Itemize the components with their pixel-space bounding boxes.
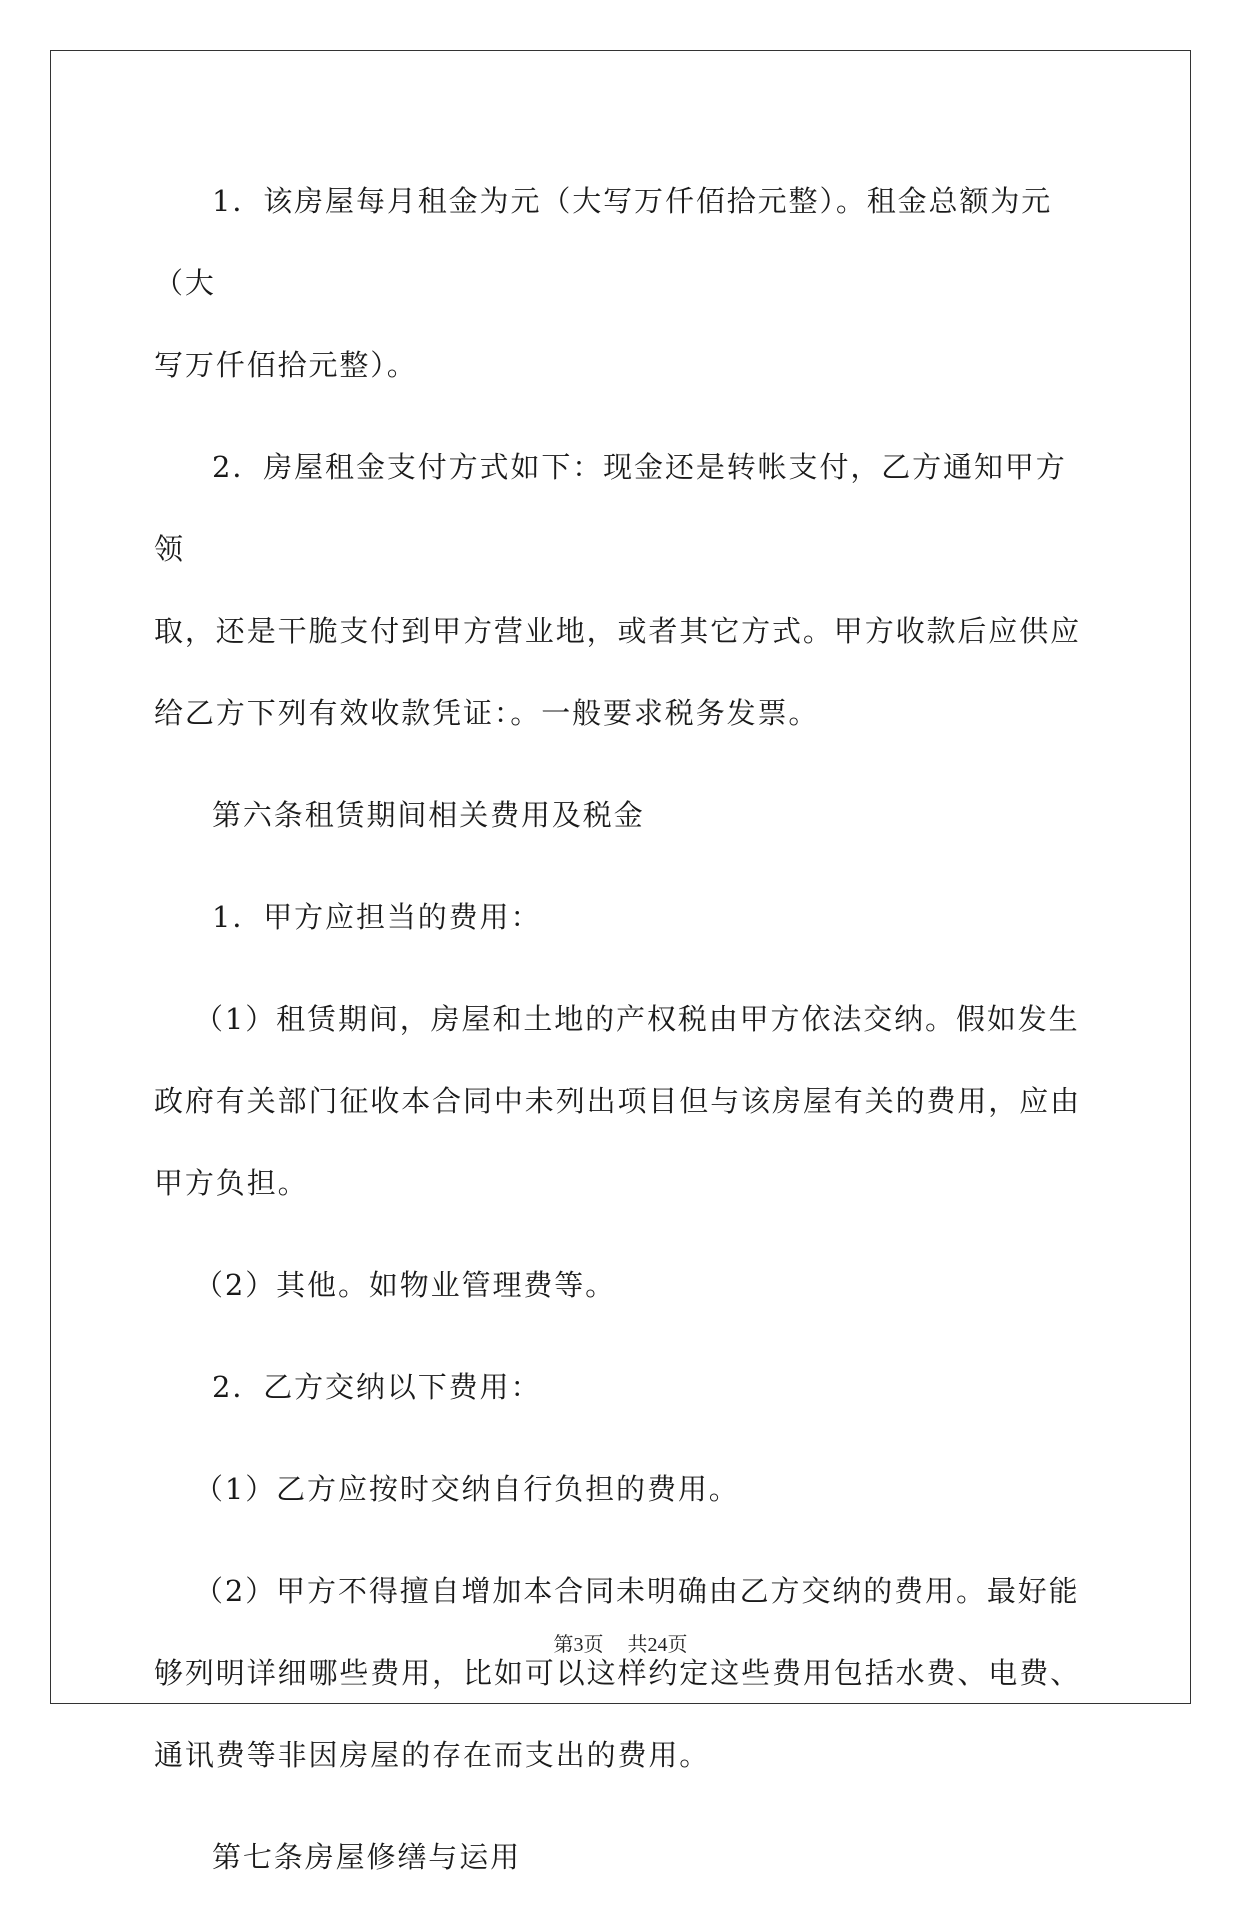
party-b-fee-item-1 [154,1448,1094,1530]
text-line: 第六条租赁期间相关费用及税金 [212,798,645,832]
text-line: 写万仟佰拾元整）。 [154,348,418,382]
text-line: 取，还是干脆支付到甲方营业地，或者其它方式。甲方收款后应供应 [154,614,1082,648]
payment-method-paragraph [154,426,1094,754]
article-seven-heading [154,1816,1094,1898]
page-total: 共24页 [627,1634,688,1656]
party-a-fees-heading [154,876,1094,958]
party-a-fee-item-1 [154,978,1094,1224]
party-b-fee-item-2 [154,1550,1094,1796]
text-line: 够列明详细哪些费用，比如可以这样约定这些费用包括水费、电费、 [154,1656,1082,1690]
article-six-heading [154,774,1094,856]
rent-amount-paragraph [154,160,1094,406]
text-line: 2．房屋租金支付方式如下：现金还是转帐支付，乙方通知甲方领 [154,450,1067,566]
text-line: 给乙方下列有效收款凭证：。一般要求税务发票。 [154,696,820,730]
text-line: 1．该房屋每月租金为元（大写万仟佰拾元整）。租金总额为元（大 [154,184,1053,300]
party-b-fees-heading [154,1346,1094,1428]
page-number: 第3页 [553,1634,604,1656]
text-line: 通讯费等非因房屋的存在而支出的费用。 [154,1738,711,1772]
text-line: （2）其他。如物业管理费等。 [194,1268,617,1302]
text-line: （1）乙方应按时交纳自行负担的费用。 [194,1472,740,1506]
text-line: （2）甲方不得擅自增加本合同未明确由乙方交纳的费用。最好能 [194,1574,1080,1608]
text-line: 甲方负担。 [154,1166,309,1200]
page-footer [0,1628,1241,1657]
text-line: 政府有关部门征收本合同中未列出项目但与该房屋有关的费用，应由 [154,1084,1082,1118]
text-line: （1）租赁期间，房屋和土地的产权税由甲方依法交纳。假如发生 [194,1002,1080,1036]
text-line: 1．甲方应担当的费用： [212,900,542,934]
text-line: 2．乙方交纳以下费用： [212,1370,542,1404]
text-line: 第七条房屋修缮与运用 [212,1840,522,1874]
party-a-fee-item-2 [154,1244,1094,1326]
